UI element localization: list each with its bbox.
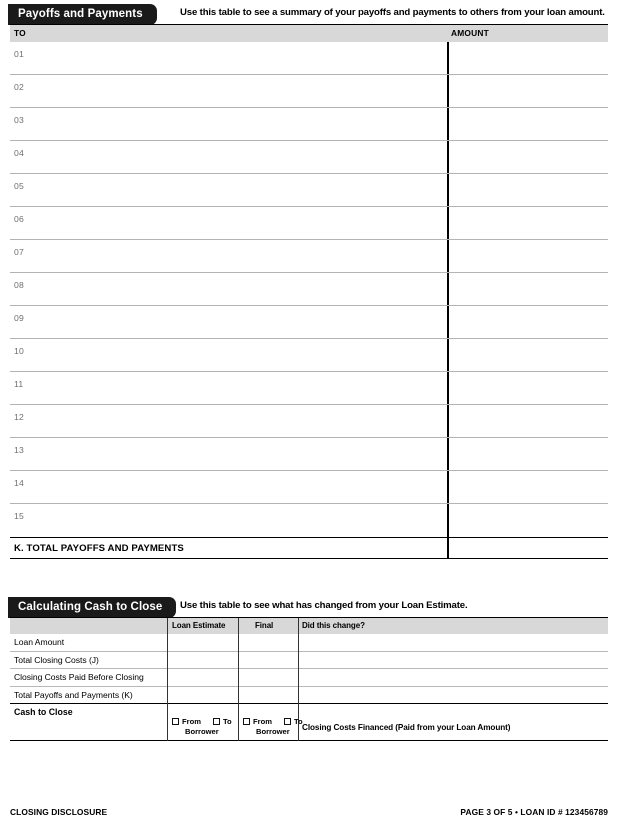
cash-to-close-header-loan-estimate: Loan Estimate [172, 621, 226, 630]
checkbox-final-to-label: To [293, 717, 303, 726]
cash-to-close-table-row[interactable] [10, 652, 608, 670]
cash-to-close-section-instruction: Use this table to see what has changed from your Loan Estimate. [180, 600, 468, 611]
payoffs-row-number: 02 [14, 82, 24, 92]
cc-cash-divider-1 [167, 704, 168, 741]
cash-to-close-row-label: Closing Costs Paid Before Closing [14, 672, 144, 682]
checkbox-final-from[interactable] [243, 718, 250, 725]
payoffs-table-row[interactable] [10, 306, 608, 339]
payoffs-row-number: 05 [14, 181, 24, 191]
payoffs-table-row[interactable] [10, 108, 608, 141]
checkbox-le-from[interactable] [172, 718, 179, 725]
checkbox-le-to[interactable] [213, 718, 220, 725]
payoffs-table-row[interactable] [10, 240, 608, 273]
cash-to-close-row-label: Total Payoffs and Payments (K) [14, 689, 133, 700]
payoffs-table-row[interactable] [10, 372, 608, 405]
cc-header-divider-2 [238, 618, 239, 634]
cash-to-close-final-checkboxes[interactable] [243, 718, 303, 735]
checkbox-le-borrower-label: Borrower [184, 726, 219, 736]
cash-to-close-loan-estimate-checkboxes[interactable] [172, 718, 232, 735]
payoffs-table-row[interactable] [10, 504, 608, 537]
payoffs-section-title: Payoffs and Payments [18, 7, 143, 20]
payoffs-row-number: 12 [14, 412, 24, 422]
payoffs-table-row[interactable] [10, 471, 608, 504]
cash-to-close-section-tab [8, 597, 176, 618]
checkbox-final-to[interactable] [284, 718, 291, 725]
cash-to-close-table [10, 617, 608, 741]
cc-row-divider-1 [167, 652, 168, 670]
checkbox-final-borrower-label: Borrower [255, 726, 290, 736]
cash-to-close-row-list [10, 634, 608, 704]
cash-to-close-header-did-change: Did this change? [302, 621, 365, 630]
cc-row-divider-2 [238, 687, 239, 705]
payoffs-row-number: 01 [14, 49, 24, 59]
cash-to-close-table-row[interactable] [10, 669, 608, 687]
payoffs-table-row[interactable] [10, 42, 608, 75]
cash-to-close-summary-row [10, 704, 608, 741]
payoffs-total-divider [447, 538, 449, 558]
page-footer [0, 808, 619, 822]
payoffs-row-number: 03 [14, 115, 24, 125]
payoffs-table-row[interactable] [10, 174, 608, 207]
payoffs-row-number: 10 [14, 346, 24, 356]
cc-row-divider-1 [167, 634, 168, 652]
footer-form-name: CLOSING DISCLOSURE [10, 807, 108, 817]
payoffs-row-number: 04 [14, 148, 24, 158]
payoffs-section-tab [8, 4, 157, 25]
payoffs-column-header-amount: AMOUNT [451, 28, 489, 38]
payoffs-total-row [10, 537, 608, 559]
payoffs-table-row[interactable] [10, 273, 608, 306]
payoffs-table [10, 24, 608, 559]
payoffs-row-list [10, 42, 608, 537]
payoffs-table-row[interactable] [10, 438, 608, 471]
payoffs-total-label: K. TOTAL PAYOFFS AND PAYMENTS [14, 543, 184, 554]
closing-costs-financed-note: Closing Costs Financed (Paid from your Loan Amount) [302, 723, 511, 732]
cash-to-close-section-header [0, 597, 619, 619]
cash-to-close-table-row[interactable] [10, 634, 608, 652]
cc-row-divider-3 [298, 687, 299, 705]
payoffs-row-number: 14 [14, 478, 24, 488]
cc-header-divider-3 [298, 618, 299, 634]
cash-to-close-header-final: Final [255, 621, 274, 630]
cash-to-close-section-title: Calculating Cash to Close [18, 600, 163, 613]
cc-header-divider-1 [167, 618, 168, 634]
payoffs-table-row[interactable] [10, 141, 608, 174]
cc-row-divider-2 [238, 634, 239, 652]
payoffs-row-number: 06 [14, 214, 24, 224]
payoffs-column-header-to: TO [14, 28, 26, 38]
cc-row-divider-1 [167, 687, 168, 705]
checkbox-le-to-label: To [222, 717, 232, 726]
payoffs-column-header-row [10, 24, 608, 42]
cc-row-divider-2 [238, 669, 239, 687]
cc-row-divider-3 [298, 634, 299, 652]
payoffs-row-number: 09 [14, 313, 24, 323]
cash-to-close-row-label: Total Closing Costs (J) [14, 654, 99, 665]
cc-row-divider-2 [238, 652, 239, 670]
payoffs-table-row[interactable] [10, 405, 608, 438]
cc-row-divider-3 [298, 669, 299, 687]
payoffs-row-number: 15 [14, 511, 24, 521]
cc-row-divider-3 [298, 652, 299, 670]
payoffs-row-number: 11 [14, 379, 24, 389]
payoffs-section-header [0, 4, 619, 26]
payoffs-table-row[interactable] [10, 339, 608, 372]
payoffs-row-number: 07 [14, 247, 24, 257]
cc-cash-divider-2 [238, 704, 239, 741]
payoffs-row-number: 08 [14, 280, 24, 290]
payoffs-section-instruction: Use this table to see a summary of your payoffs and payments to others from your loan amount. [180, 7, 605, 18]
cash-to-close-label: Cash to Close [14, 707, 73, 717]
cash-to-close-row-label: Loan Amount [14, 637, 65, 647]
cash-to-close-table-row[interactable] [10, 687, 608, 705]
cc-row-divider-1 [167, 669, 168, 687]
checkbox-le-from-label: From [182, 717, 201, 726]
payoffs-table-row[interactable] [10, 75, 608, 108]
cash-to-close-column-header-row [10, 618, 608, 634]
payoffs-row-number: 13 [14, 445, 24, 455]
payoffs-table-row[interactable] [10, 207, 608, 240]
footer-page-label: PAGE 3 OF 5 • LOAN ID # 123456789 [460, 807, 608, 817]
checkbox-final-from-label: From [253, 717, 272, 726]
